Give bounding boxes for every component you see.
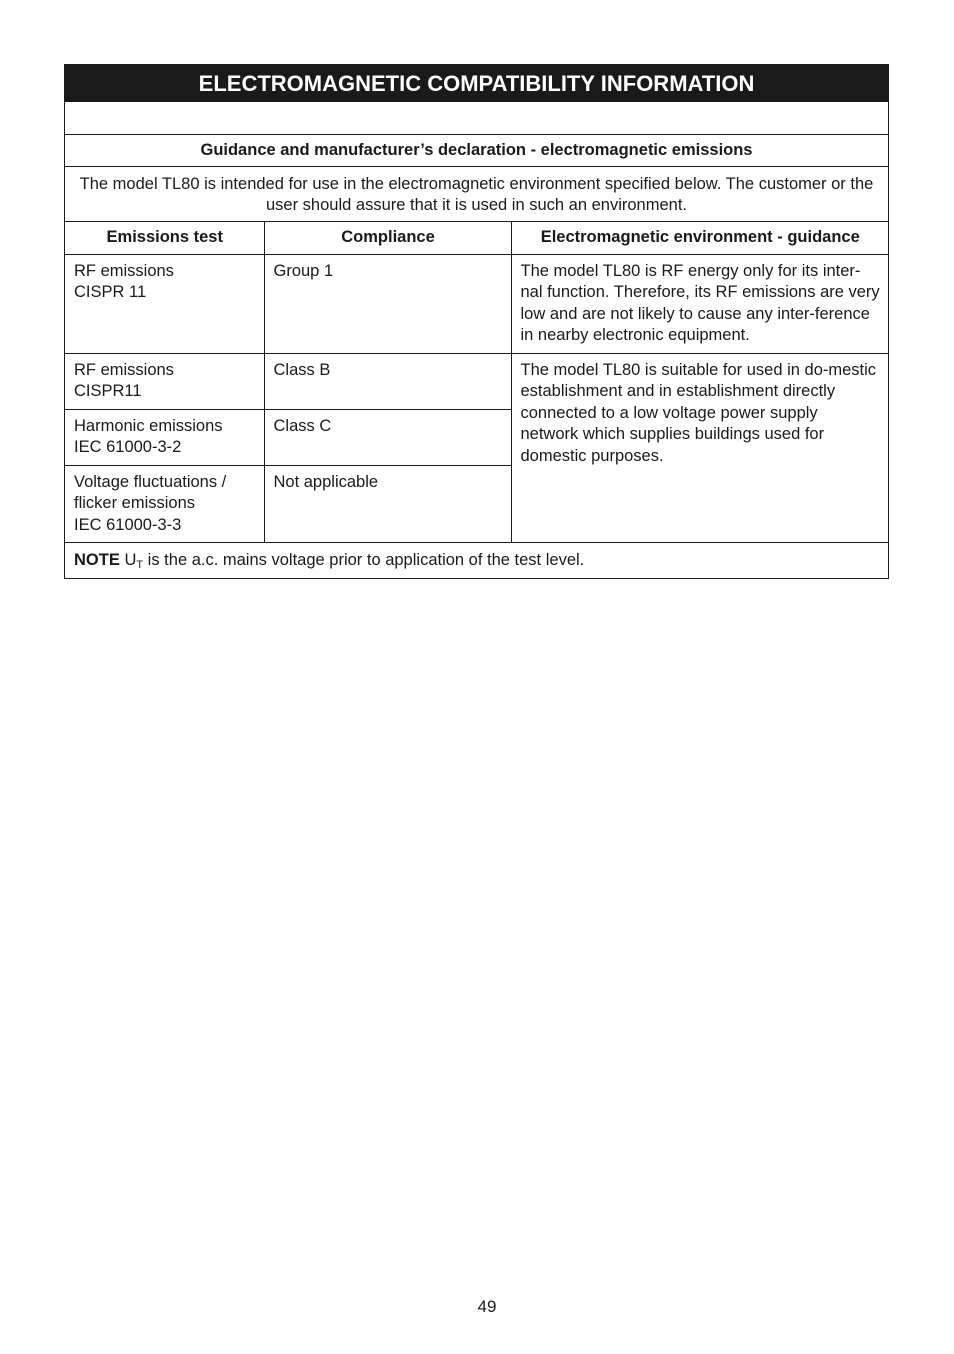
emissions-test-cell	[65, 409, 264, 465]
column-header-compliance: Compliance	[264, 222, 511, 254]
note-symbol: U	[124, 551, 137, 569]
compliance-cell: Group 1	[264, 254, 511, 353]
table-subheader: Guidance and manufacturer’s declaration - electromagnetic emissions	[65, 135, 888, 167]
compliance-cell: Not applicable	[264, 465, 511, 543]
emissions-test-cell	[65, 254, 264, 353]
emissions-test-standard: CISPR 11	[74, 283, 147, 301]
note-text: is the a.c. mains voltage prior to application of the test level.	[143, 551, 585, 569]
note-cell	[65, 543, 888, 578]
compliance-cell: Class B	[264, 353, 511, 409]
guidance-cell: The model TL80 is RF energy only for its inter-nal function. Therefore, its RF emissions are very low and are not likely to cause any inter-ference in nearby electronic equipment.	[511, 254, 888, 353]
emissions-test-standard: IEC 61000-3-3	[74, 515, 182, 534]
emissions-table	[65, 222, 888, 578]
page-title: ELECTROMAGNETIC COMPATIBILITY INFORMATION	[65, 65, 888, 102]
table-row	[65, 353, 888, 409]
emissions-test-cell	[65, 353, 264, 409]
note-row	[65, 543, 888, 578]
emissions-test-name-cont: flicker emissions	[74, 494, 196, 512]
blank-row	[65, 102, 888, 135]
column-header-emissions-test: Emissions test	[65, 222, 264, 254]
compliance-cell: Class C	[264, 409, 511, 465]
emissions-test-name: Voltage fluctuations /	[74, 472, 227, 491]
note-subscript: T	[136, 559, 144, 571]
note-label: NOTE	[74, 551, 120, 569]
emissions-test-cell	[65, 465, 264, 543]
emissions-test-name: Harmonic emissions	[74, 416, 223, 435]
table-header-row	[65, 222, 888, 254]
emissions-test-standard: CISPR11	[74, 382, 142, 400]
emissions-test-name: RF emissions	[74, 360, 174, 379]
intro-text: The model TL80 is intended for use in the electromagnetic environment specified below. The customer or the user should assure that it is used in such an environment.	[65, 167, 888, 222]
page-number: 49	[477, 1297, 497, 1316]
emissions-test-standard: IEC 61000-3-2	[74, 438, 182, 456]
emissions-test-name: RF emissions	[74, 261, 174, 280]
guidance-cell: The model TL80 is suitable for used in do-mestic establishment and in establishment directly connected to a low voltage power supply network which supplies buildings used for domestic purposes.	[511, 353, 888, 543]
table-row	[65, 254, 888, 353]
column-header-guidance: Electromagnetic environment - guidance	[511, 222, 888, 254]
emc-document	[64, 64, 889, 579]
